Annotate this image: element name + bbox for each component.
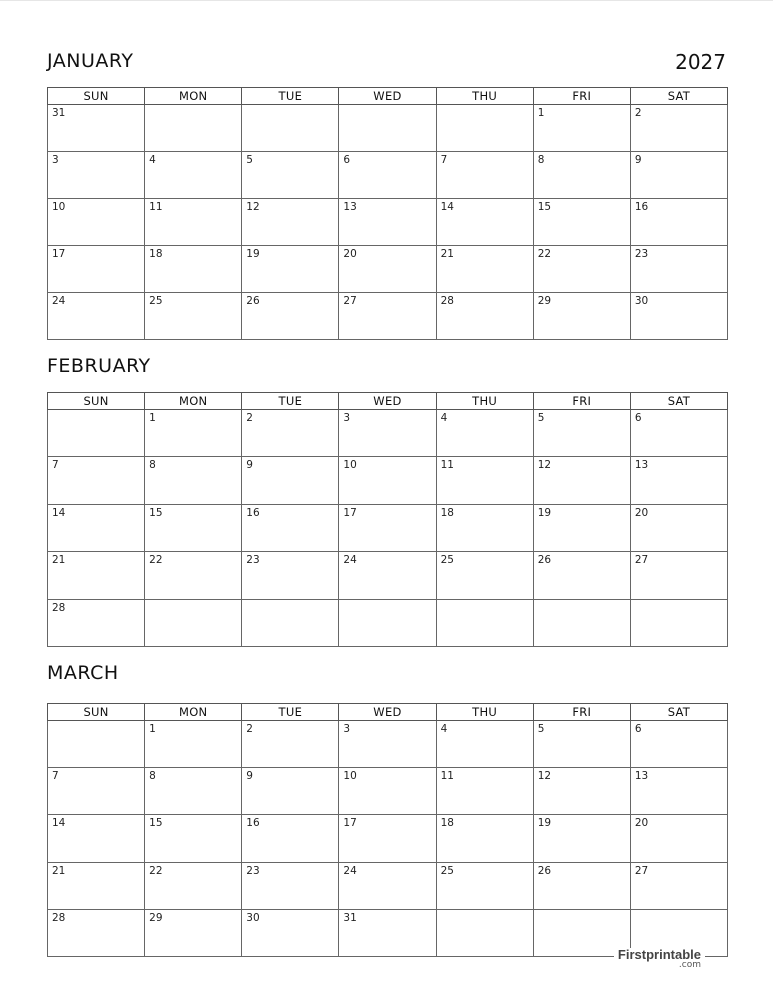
day-cell: 3	[339, 410, 436, 457]
month-grid-march	[47, 703, 728, 957]
day-cell: 23	[242, 862, 339, 909]
day-cell: 20	[339, 246, 436, 293]
page-top-divider	[0, 0, 773, 1]
day-cell: 24	[339, 862, 436, 909]
day-cell: 10	[48, 199, 145, 246]
day-cell: 2	[242, 721, 339, 768]
day-cell: 6	[630, 410, 727, 457]
weekday-header-row	[48, 393, 728, 410]
day-cell: 26	[242, 293, 339, 340]
day-cell: 15	[533, 199, 630, 246]
weekday-header: MON	[145, 88, 242, 105]
brand-name: Firstprintable	[617, 947, 701, 962]
day-cell: 17	[339, 504, 436, 551]
day-cell	[630, 599, 727, 646]
weekday-header: THU	[436, 704, 533, 721]
day-cell: 14	[436, 199, 533, 246]
day-cell: 11	[145, 199, 242, 246]
day-cell: 21	[48, 862, 145, 909]
day-cell: 28	[436, 293, 533, 340]
day-cell: 9	[242, 457, 339, 504]
day-cell	[436, 105, 533, 152]
day-cell: 15	[145, 504, 242, 551]
day-cell: 12	[242, 199, 339, 246]
day-cell: 7	[48, 768, 145, 815]
day-cell: 26	[533, 552, 630, 599]
day-cell: 16	[242, 815, 339, 862]
day-cell: 19	[533, 504, 630, 551]
month-title: JANUARY	[47, 50, 134, 72]
day-cell: 11	[436, 768, 533, 815]
week-row	[48, 862, 728, 909]
weekday-header: TUE	[242, 393, 339, 410]
week-row	[48, 599, 728, 646]
day-cell: 29	[533, 293, 630, 340]
day-cell: 5	[533, 721, 630, 768]
day-cell: 8	[145, 457, 242, 504]
day-cell	[436, 909, 533, 956]
day-cell: 4	[145, 152, 242, 199]
day-cell: 8	[145, 768, 242, 815]
day-cell	[339, 105, 436, 152]
day-cell: 2	[242, 410, 339, 457]
day-cell: 25	[436, 862, 533, 909]
day-cell: 20	[630, 815, 727, 862]
week-row	[48, 504, 728, 551]
weekday-header-row	[48, 704, 728, 721]
day-cell: 15	[145, 815, 242, 862]
day-cell: 22	[533, 246, 630, 293]
day-cell: 18	[436, 504, 533, 551]
weekday-header: MON	[145, 393, 242, 410]
day-cell: 10	[339, 768, 436, 815]
day-cell: 8	[533, 152, 630, 199]
weekday-header: SUN	[48, 393, 145, 410]
day-cell: 7	[48, 457, 145, 504]
day-cell: 28	[48, 909, 145, 956]
weekday-header: WED	[339, 704, 436, 721]
day-cell: 24	[339, 552, 436, 599]
weekday-header: TUE	[242, 704, 339, 721]
day-cell: 17	[48, 246, 145, 293]
day-cell	[533, 599, 630, 646]
day-cell: 4	[436, 410, 533, 457]
day-cell: 29	[145, 909, 242, 956]
day-cell: 22	[145, 552, 242, 599]
day-cell: 13	[630, 768, 727, 815]
day-cell: 21	[436, 246, 533, 293]
week-row	[48, 152, 728, 199]
day-cell: 30	[630, 293, 727, 340]
year-label: 2027	[675, 50, 726, 74]
weekday-header: MON	[145, 704, 242, 721]
weekday-header: WED	[339, 393, 436, 410]
month-grid-february	[47, 392, 728, 647]
weekday-header: WED	[339, 88, 436, 105]
day-cell	[339, 599, 436, 646]
weekday-header: SAT	[630, 393, 727, 410]
day-cell: 13	[339, 199, 436, 246]
day-cell: 27	[630, 862, 727, 909]
day-cell: 16	[242, 504, 339, 551]
month-title: FEBRUARY	[47, 355, 151, 377]
day-cell: 23	[242, 552, 339, 599]
weekday-header: SAT	[630, 88, 727, 105]
day-cell: 21	[48, 552, 145, 599]
day-cell: 5	[242, 152, 339, 199]
day-cell: 14	[48, 815, 145, 862]
day-cell: 3	[48, 152, 145, 199]
day-cell: 19	[533, 815, 630, 862]
day-cell: 11	[436, 457, 533, 504]
day-cell: 3	[339, 721, 436, 768]
day-cell: 12	[533, 768, 630, 815]
day-cell	[48, 721, 145, 768]
day-cell	[436, 599, 533, 646]
month-title: MARCH	[47, 662, 119, 684]
week-row	[48, 293, 728, 340]
week-row	[48, 105, 728, 152]
day-cell: 22	[145, 862, 242, 909]
day-cell: 27	[339, 293, 436, 340]
day-cell	[145, 599, 242, 646]
day-cell: 1	[533, 105, 630, 152]
day-cell: 26	[533, 862, 630, 909]
week-row	[48, 552, 728, 599]
week-row	[48, 815, 728, 862]
day-cell: 23	[630, 246, 727, 293]
day-cell	[145, 105, 242, 152]
day-cell	[242, 105, 339, 152]
brand-logo	[614, 948, 705, 970]
day-cell: 6	[339, 152, 436, 199]
brand-suffix: .com	[678, 960, 701, 970]
week-row	[48, 457, 728, 504]
day-cell: 17	[339, 815, 436, 862]
day-cell: 14	[48, 504, 145, 551]
week-row	[48, 768, 728, 815]
day-cell: 24	[48, 293, 145, 340]
day-cell: 19	[242, 246, 339, 293]
day-cell: 30	[242, 909, 339, 956]
week-row	[48, 199, 728, 246]
weekday-header-row	[48, 88, 728, 105]
day-cell: 13	[630, 457, 727, 504]
day-cell: 27	[630, 552, 727, 599]
week-row	[48, 410, 728, 457]
weekday-header: SAT	[630, 704, 727, 721]
day-cell: 7	[436, 152, 533, 199]
weekday-header: TUE	[242, 88, 339, 105]
day-cell: 18	[436, 815, 533, 862]
day-cell: 1	[145, 721, 242, 768]
day-cell: 18	[145, 246, 242, 293]
day-cell: 6	[630, 721, 727, 768]
day-cell: 5	[533, 410, 630, 457]
day-cell: 4	[436, 721, 533, 768]
day-cell: 9	[242, 768, 339, 815]
day-cell: 1	[145, 410, 242, 457]
weekday-header: THU	[436, 88, 533, 105]
day-cell: 2	[630, 105, 727, 152]
day-cell: 28	[48, 599, 145, 646]
weekday-header: THU	[436, 393, 533, 410]
weekday-header: FRI	[533, 393, 630, 410]
month-grid-january	[47, 87, 728, 340]
day-cell: 9	[630, 152, 727, 199]
day-cell: 20	[630, 504, 727, 551]
weekday-header: SUN	[48, 704, 145, 721]
day-cell: 12	[533, 457, 630, 504]
weekday-header: FRI	[533, 88, 630, 105]
day-cell	[48, 410, 145, 457]
day-cell: 25	[145, 293, 242, 340]
weekday-header: FRI	[533, 704, 630, 721]
day-cell: 31	[48, 105, 145, 152]
week-row	[48, 246, 728, 293]
day-cell: 10	[339, 457, 436, 504]
day-cell: 31	[339, 909, 436, 956]
day-cell: 25	[436, 552, 533, 599]
day-cell: 16	[630, 199, 727, 246]
day-cell	[242, 599, 339, 646]
weekday-header: SUN	[48, 88, 145, 105]
week-row	[48, 721, 728, 768]
